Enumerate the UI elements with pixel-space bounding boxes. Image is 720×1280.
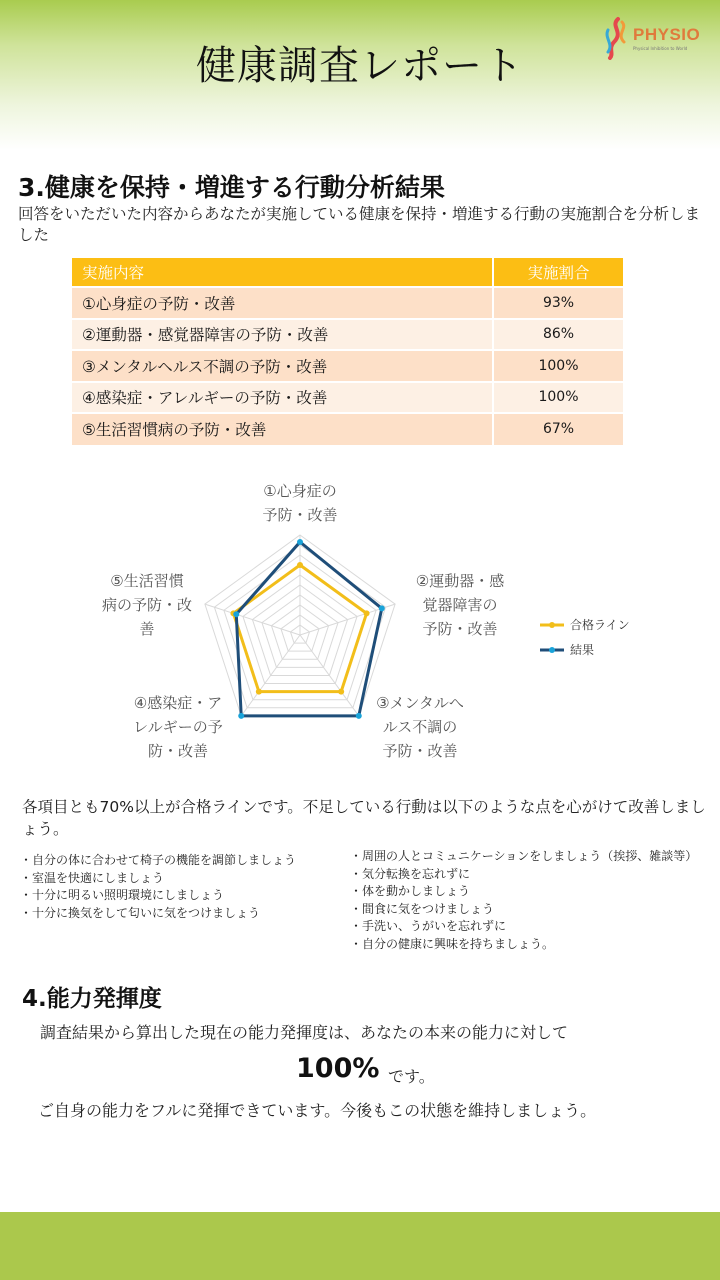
section3-title: 3.健康を保持・増進する行動分析結果 [18, 173, 445, 202]
radar-axis-label: ①心身症の予防・改善 [262, 482, 338, 524]
radar-chart [60, 470, 720, 770]
legend-label: 合格ライン [570, 618, 630, 632]
footer-band [0, 1212, 720, 1280]
ability-comment: ご自身の能力をフルに発揮できています。今後もこの状態を維持しましょう。 [38, 1101, 597, 1120]
radar-axis-label: ④感染症・アレルギーの予防・改善 [133, 694, 223, 760]
row-item: ⑤生活習慣病の予防・改善 [72, 413, 493, 445]
row-item: ①心身症の予防・改善 [72, 287, 493, 319]
tip-item: ・十分に明るい照明環境にしましょう [20, 888, 225, 902]
logo-figure-icon [600, 16, 634, 60]
row-rate: 100% [493, 350, 623, 382]
radar-axis-label: ⑤生活習慣病の予防・改善 [101, 572, 193, 638]
physio-logo [600, 16, 712, 60]
row-item: ②運動器・感覚器障害の予防・改善 [72, 319, 493, 351]
radar-point [233, 611, 239, 617]
row-rate: 100% [493, 382, 623, 414]
tip-item: ・気分転換を忘れずに [350, 866, 471, 881]
table-row [72, 287, 623, 319]
logo-tagline: Physical Inhibition to World [633, 46, 688, 51]
tips-list-left [20, 852, 350, 922]
tip-item: ・十分に換気をして匂いに気をつけましょう [20, 905, 261, 920]
radar-point [297, 539, 303, 545]
tip-item: ・手洗い、うがいを忘れずに [350, 919, 507, 933]
row-item: ③メンタルヘルス不調の予防・改善 [72, 350, 493, 382]
radar-point [297, 562, 303, 568]
table-row [72, 382, 623, 414]
ability-description: 調査結果から算出した現在の能力発揮度は、あなたの本来の能力に対して [40, 1023, 569, 1042]
radar-point [256, 689, 262, 695]
tip-item: ・自分の健康に興味を持ちましょう。 [350, 936, 555, 951]
section4-title: 4.能力発揮度 [22, 986, 162, 1012]
radar-point [379, 605, 385, 611]
table-row [72, 319, 623, 351]
tip-item: ・周囲の人とコミュニケーションをしましょう（挨拶、雑談等） [350, 849, 698, 863]
radar-point [338, 689, 344, 695]
row-rate: 86% [493, 319, 623, 351]
ability-suffix: です。 [388, 1067, 435, 1086]
page-title: 健康調査レポート [196, 43, 524, 89]
legend-swatch-marker [549, 647, 555, 653]
legend-label: 結果 [570, 643, 595, 657]
behavior-results-table [72, 258, 623, 445]
radar-point [238, 713, 244, 719]
radar-spoke [205, 604, 300, 635]
tips-list-right [350, 848, 720, 953]
section3-description: 回答をいただいた内容からあなたが実施している健康を保持・増進する行動の実施割合を分析しました [18, 205, 701, 244]
row-rate: 93% [493, 287, 623, 319]
tip-item: ・自分の体に合わせて椅子の機能を調節しましょう [20, 853, 297, 867]
row-item: ④感染症・アレルギーの予防・改善 [72, 382, 493, 414]
header-rate: 実施割合 [493, 258, 623, 287]
row-rate: 67% [493, 413, 623, 445]
table-row [72, 413, 623, 445]
radar-axis-label: ③メンタルへルス不調の予防・改善 [376, 694, 464, 760]
ability-value: 100% [296, 1053, 380, 1084]
tip-item: ・室温を快適にしましょう [20, 870, 165, 885]
table-row [72, 350, 623, 382]
radar-point [356, 713, 362, 719]
tip-item: ・体を動かしましょう [350, 884, 471, 898]
radar-axis-label: ②運動器・感覚器障害の予防・改善 [415, 572, 505, 638]
table-header-row [72, 258, 623, 287]
legend-swatch-marker [549, 622, 555, 628]
logo-text: PHYSIO [633, 25, 701, 44]
radar-point [364, 610, 370, 616]
tip-item: ・間食に気をつけましょう [350, 901, 495, 916]
header-item: 実施内容 [72, 258, 493, 287]
passing-line-note: 各項目とも70%以上が合格ラインです。不足している行動は以下のような点を心がけて改善しましょう。 [22, 798, 706, 838]
